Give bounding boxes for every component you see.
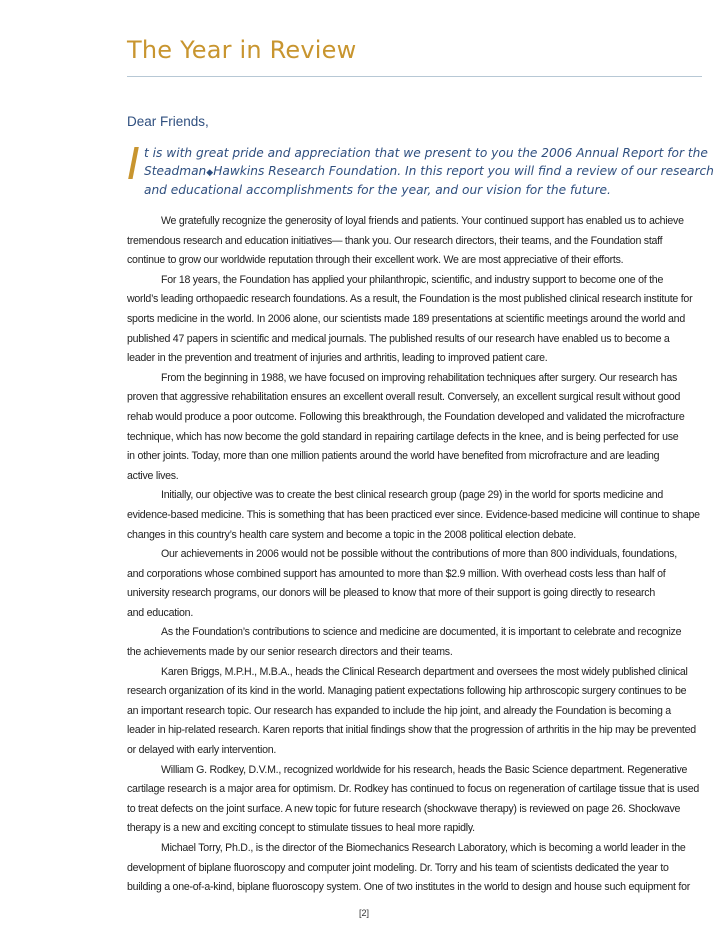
body-text — [127, 212, 707, 898]
intro-line-part: Steadman — [143, 163, 207, 178]
body-line: published 47 papers in scientific and medical journals. The published results of our research have enabled us to become a — [127, 332, 670, 345]
body-line: changes in this country’s health care system and become a topic in the 2008 political election debate. — [127, 528, 576, 541]
drop-cap: I — [127, 139, 140, 190]
body-line: active lives. — [127, 469, 179, 482]
body-line: For 18 years, the Foundation has applied your philanthropic, scientific, and industry support to become one of the — [161, 273, 664, 286]
body-line: technique, which has now become the gold standard in repairing cartilage defects in the knee, and is being perfected for use — [127, 430, 679, 443]
body-line: to treat defects on the joint surface. A new topic for future research (shockwave therapy) is reviewed on page 26. Shockwave — [127, 802, 681, 815]
body-line: university research programs, our donors will be pleased to know that more of their support is going directly to research — [127, 587, 655, 600]
intro-line — [127, 163, 714, 183]
body-line: building a one-of-a-kind, biplane fluoroscopy system. One of two institutes in the world to design and house such equipment for — [127, 881, 691, 894]
intro-line: and educational accomplishments for the year, and our vision for the future. — [143, 183, 611, 197]
body-line: an important research topic. Our research has expanded to include the hip joint, and already the Foundation is becoming a — [127, 704, 671, 717]
page-number: [2] — [358, 908, 369, 918]
body-line: proven that aggressive rehabilitation ensures an excellent overall result. Conversely, an excellent surgical result without good — [127, 391, 681, 404]
body-line: in other joints. Today, more than one million patients around the world have benefited from microfracture and are leading — [127, 450, 660, 463]
body-line: As the Foundation’s contributions to science and medicine are documented, it is important to celebrate and recognize — [161, 626, 682, 639]
body-line: cartilage research is a major area for optimism. Dr. Rodkey has continued to focus on regeneration of cartilage tissue that is used — [127, 783, 699, 796]
diamond-icon: ◆ — [206, 167, 214, 178]
body-line: world’s leading orthopaedic research foundations. As a result, the Foundation is the most published clinical research institute for — [127, 293, 693, 306]
body-line: the achievements made by our senior research directors and their teams. — [127, 646, 453, 659]
body-line: or delayed with early intervention. — [127, 744, 277, 757]
body-line: We gratefully recognize the generosity of loyal friends and patients. Your continued support has enabled us to achieve — [161, 215, 684, 227]
intro-line-part: Hawkins Research Foundation. In this report you will find a review of our research — [213, 163, 714, 178]
intro-line: t is with great pride and appreciation that we present to you the 2006 Annual Report for the — [143, 146, 708, 160]
body-line: and education. — [127, 606, 194, 619]
body-line: Initially, our objective was to create the best clinical research group (page 29) in the world for sports medicine and — [161, 489, 664, 502]
title-rule — [127, 76, 702, 77]
body-line: rehab would produce a poor outcome. Following this breakthrough, the Foundation developed and validated the microfracture — [127, 410, 685, 423]
body-line: Our achievements in 2006 would not be possible without the contributions of more than 800 individuals, foundations, — [161, 548, 677, 561]
body-line: therapy is a new and exciting concept to stimulate tissues to heal more rapidly. — [127, 822, 475, 835]
body-line: research organization of its kind in the world. Managing patient expectations following hip arthroscopic surgery continues to be — [127, 685, 687, 698]
body-line: sports medicine in the world. In 2006 alone, our scientists made 189 presentations at scientific meetings around the world and — [127, 312, 685, 325]
body-line: leader in the prevention and treatment of injuries and arthritis, leading to improved patient care. — [127, 352, 548, 365]
body-line: continue to grow our worldwide reputation through their excellent work. We are most appreciative of their efforts. — [127, 254, 624, 267]
page-title: The Year in Review — [127, 36, 357, 64]
body-line: evidence-based medicine. This is something that has been practiced ever since. Evidence-based medicine will continue to shape — [127, 508, 700, 521]
salutation: Dear Friends, — [127, 114, 209, 129]
body-line: Michael Torry, Ph.D., is the director of the Biomechanics Research Laboratory, which is becoming a world leader in the — [161, 842, 686, 854]
body-line: From the beginning in 1988, we have focused on improving rehabilitation techniques after surgery. Our research has — [161, 371, 678, 384]
intro-paragraph — [127, 139, 714, 200]
body-line: Karen Briggs, M.P.H., M.B.A., heads the Clinical Research department and oversees the most widely published clinical — [161, 665, 688, 678]
body-line: and corporations whose combined support has amounted to more than $2.9 million. With overhead costs less than half of — [127, 567, 666, 580]
body-line: leader in hip-related research. Karen reports that initial findings show that the progression of arthritis in the hip may be prevented — [127, 724, 696, 737]
body-line: tremendous research and education initiatives— thank you. Our research directors, their teams, and the Foundation staff — [127, 234, 663, 247]
body-line: William G. Rodkey, D.V.M., recognized worldwide for his research, heads the Basic Science department. Regenerative — [161, 763, 688, 776]
body-line: development of biplane fluoroscopy and computer joint modeling. Dr. Torry and his team of scientists dedicated the year to — [127, 861, 669, 874]
